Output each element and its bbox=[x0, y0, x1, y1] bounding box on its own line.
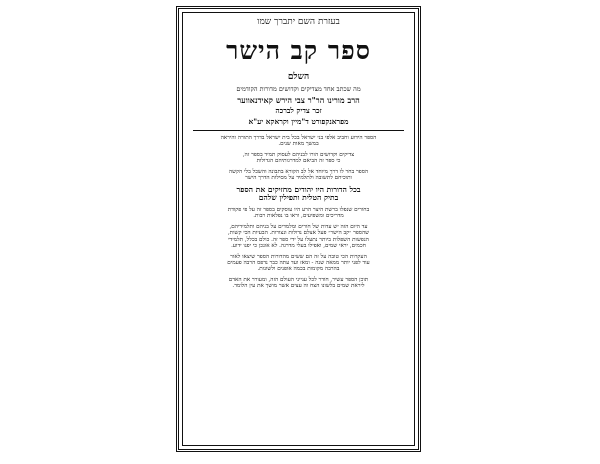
author-origin: מפראנקפורט ד"מיין וקראקא יע"א bbox=[248, 116, 349, 126]
author-intro: מה שכתב אחד מצדיקים וקדושים מדורות הקודמים bbox=[236, 85, 361, 94]
paragraph-5: עד היום הזה יש עדות של חורים ומלמדים על בניהם ותלמידיהם, שהספר ״קב הישר״ פעל אצלם נדולות ונצורות. הבעיות הכי קשות, הנפשות השפלות ביותר נתעלו על ידי ספר זה. כולם בכלל, תלמידי חכמים, יראי שמים, ואפילו בעלי מדרגה. לא אונכן כי יפנו ידוע. bbox=[227, 223, 370, 250]
author-name: הרב מורינו הר"ר צבי הירש קאידנאווער bbox=[237, 94, 360, 105]
book-subtitle: השלם bbox=[287, 72, 310, 83]
author-blessing: זכר צדיק לברכה bbox=[275, 105, 322, 115]
paragraph-2: צדיקים וקדושים הורו לבניהם לעסוק תמיד בספר זה, כי ספר זה הביאם למדרגותיהם הגדולות bbox=[242, 151, 355, 165]
emphasis-text: בכל הדורות היו יהודים מחזיקים את הספר בתיק הטלית ותפילין שלהם bbox=[236, 184, 361, 203]
paragraph-7: תוכן הספר עשיר, חודר לכל ענייני העולם הזה, ומעורר את האדם ליראת שמים בלשונו הצח וה עצים אשר מושך את עין הלומד. bbox=[228, 276, 369, 290]
paragraph-6: העקרות הכי טובה על זה הם ששים מהדורות הספר שיצאו לאור עוד לפני יותר ממאה שנה - ומאז ועד עתה כבר נדפס הרבה פעמים בהרבה מקומות בכמה אופנים ולשונות. bbox=[227, 253, 370, 273]
top-dedication: בעזרת השם יתברך שמו bbox=[257, 17, 340, 27]
paragraph-4: בחורים שנפלו ברשת היצר הרע היו עוסקים בספר זה על פי פקודת מדריכים ומשפיעים, וראו בו נפלאות רבות. bbox=[227, 206, 370, 220]
paragraph-3: הספר בחר לו דרך מיוחד אל לב הקורא בתבונה והשכל בלי הקשה ותוכיחם לתשובה ולתלמיד על מסילות הדרך הישר bbox=[228, 168, 369, 182]
title-page-frame bbox=[176, 6, 421, 452]
divider-line bbox=[193, 130, 404, 131]
book-title: ספר קב הישר bbox=[226, 36, 371, 66]
paragraph-1: הספר הידוע וחביב אלפי בני ישראל בכל בית ישראל בדרך התורה והיראה במשך מאות שנים. bbox=[220, 135, 377, 148]
